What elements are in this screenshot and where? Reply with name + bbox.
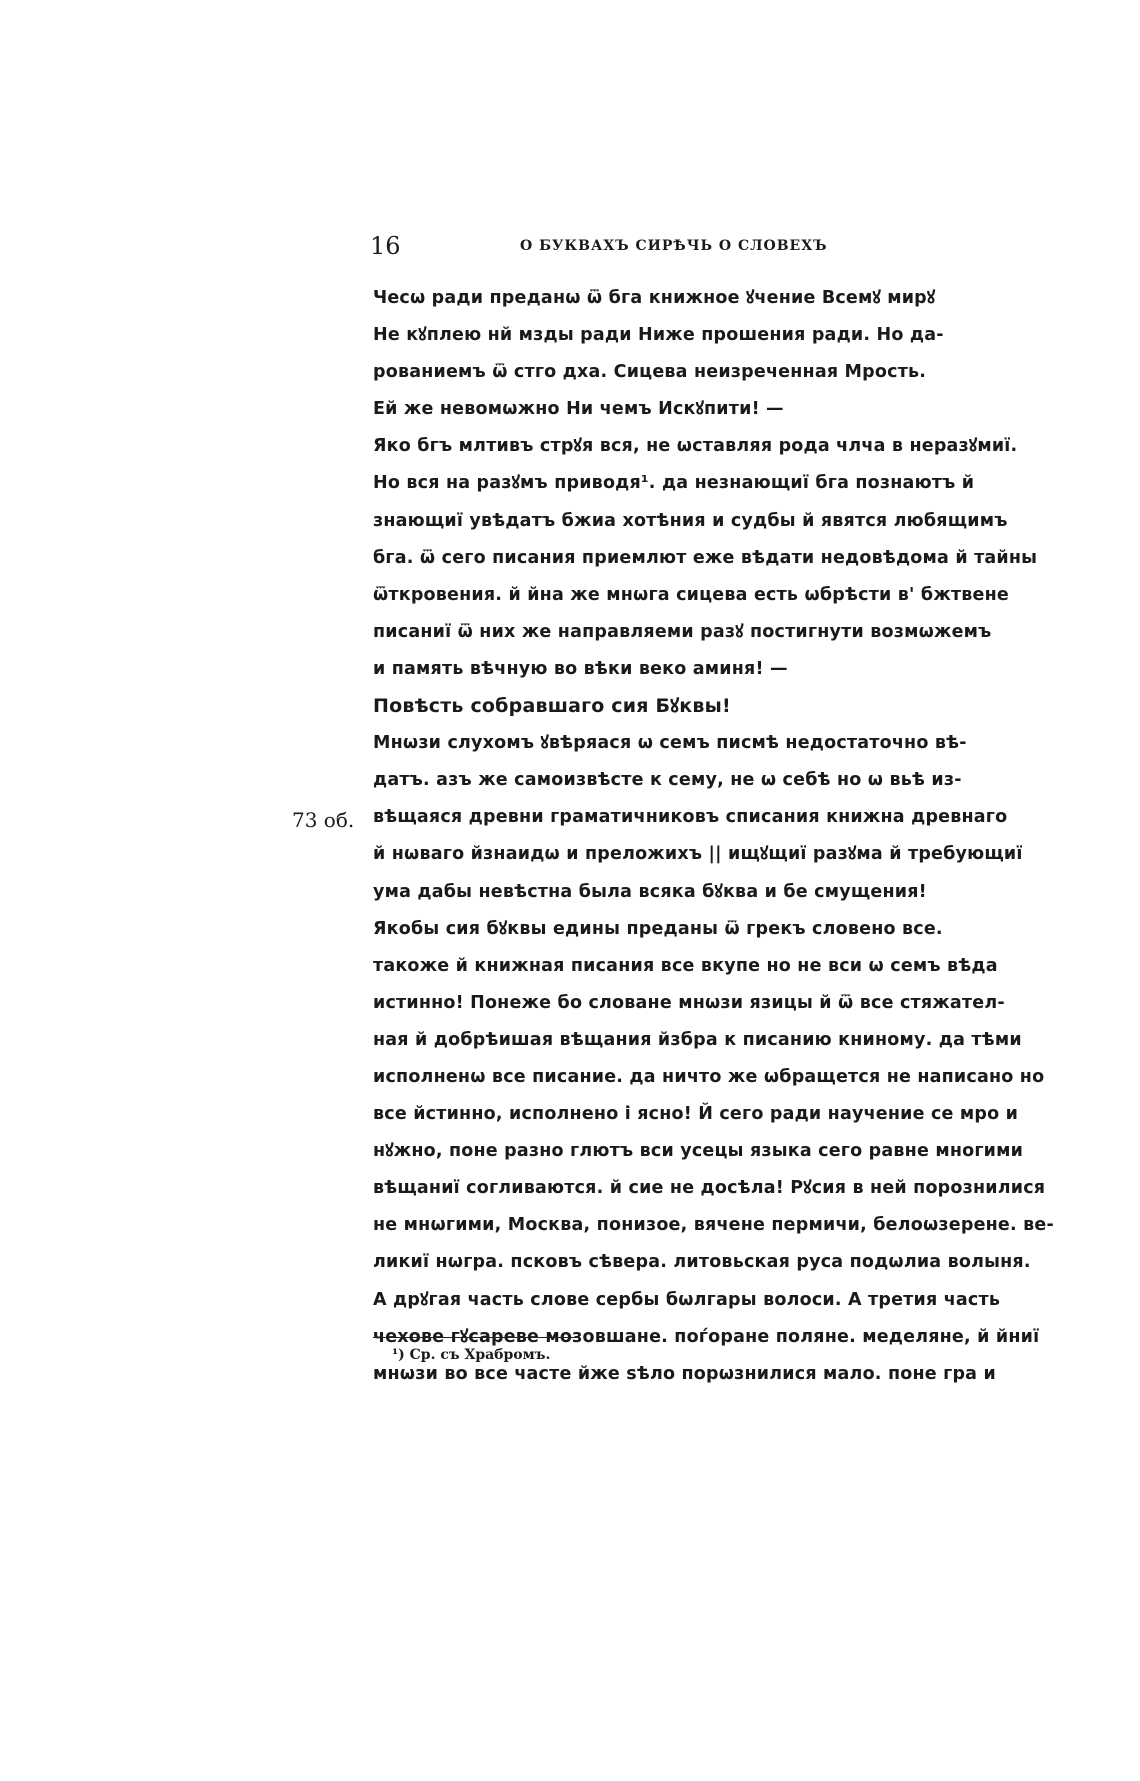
body-line: ѿткровения. й йна же мнѡга сицева есть ѡбрѣсти в' бжтвене xyxy=(373,584,1009,605)
body-line: Чесѡ ради преданѡ ѿ бга книжное ꙋчение Всемꙋ мирꙋ xyxy=(373,288,936,308)
footnote-rule xyxy=(373,1337,580,1338)
body-line: Не кꙋплею нй мзды ради Ниже прошения ради. Но да- xyxy=(373,325,944,346)
body-line: истинно! Понеже бо словане мнѡзи язицы й ѿ все стяжател- xyxy=(373,992,1005,1013)
body-line: нꙋжно, поне разно глютъ вси усецы языка сего равне многими xyxy=(373,1141,1024,1162)
body-line: Якобы сия бꙋквы едины преданы ѿ грекъ словено все. xyxy=(373,918,943,939)
body-line: й нѡваго йзнаидѡ и преложихъ || ищꙋщиї разꙋма й требующиї xyxy=(373,844,1023,865)
running-head: О БУКВАХЪ СИРѢЧЬ О СЛОВЕХЪ xyxy=(520,238,828,254)
body-line: чехове гꙋсаревe мозовшане. поѓоране поляне. меделяне, й йниї xyxy=(373,1326,1040,1347)
footnote xyxy=(392,1347,550,1363)
body-line: мнѡзи во все часте йже ѕѣло порѡзнилися мало. поне гра и xyxy=(373,1363,996,1384)
footnote-marker: ¹) xyxy=(392,1347,405,1363)
body-line: такоже й книжная писания все вкупе но не вси ѡ семъ вѣда xyxy=(373,955,998,976)
body-line: писаниї ѿ них же направляеми разꙋ постигнути возмѡжемъ xyxy=(373,621,992,642)
body-line: вѣщаяся древни граматичниковъ списания книжна древнаго xyxy=(373,807,1008,828)
body-line: датъ. азъ же самоизвѣсте к сему, не ѡ себѣ но ѡ вьѣ из- xyxy=(373,770,962,791)
body-text xyxy=(373,280,1054,1393)
section-heading: Повѣсть собравшаго сия Бꙋквы! xyxy=(373,695,731,718)
body-line: вѣщаниї согливаются. й сие не досѣла! Рꙋсия в ней порознилися xyxy=(373,1178,1046,1199)
body-line: Ей же невомѡжно Ни чемъ Искꙋпити! — xyxy=(373,399,784,420)
body-line: ума дабы невѣстна была всяка бꙋква и бе смущения! xyxy=(373,881,927,902)
page-number: 16 xyxy=(370,232,401,260)
body-line: и память вѣчную во вѣки веко аминя! — xyxy=(373,658,788,679)
body-line: ликиї нѡгра. псковъ сѣвера. литовьская руса подѡлиа волыня. xyxy=(373,1252,1031,1273)
body-line: исполненѡ все писание. да ничто же ѡбращется не написано но xyxy=(373,1066,1045,1087)
body-line: не мнѡгими, Москва, понизое, вячене пермичи, белоѡзерене. ве- xyxy=(373,1215,1054,1236)
body-line: все йстинно, исполнено і ясно! Й сего ради научение се мро и xyxy=(373,1104,1019,1125)
margin-note: 73 об. xyxy=(292,808,355,832)
body-line: Мнѡзи слухомъ ꙋвѣряася ѡ семъ писмѣ недостаточно вѣ- xyxy=(373,733,967,754)
footnote-text: Ср. съ Храбромъ. xyxy=(409,1347,551,1363)
body-line: рованиемъ ѿ стго дха. Сицева неизреченная Мрость. xyxy=(373,362,927,383)
body-line: А дрꙋгая часть слове сербы бѡлгары волоси. А третия часть xyxy=(373,1289,1001,1310)
body-line: бга. ѿ сего писания приемлют еже вѣдати недовѣдома й тайны xyxy=(373,547,1038,568)
body-line: ная й добрѣишая вѣщания йзбра к писанию книному. да тѣми xyxy=(373,1029,1022,1050)
body-line: Но вся на разꙋмъ приводя¹. да незнающиї бга познаютъ й xyxy=(373,473,975,494)
body-line: знающиї увѣдатъ бжиа хотѣния и судбы й явятся любящимъ xyxy=(373,510,1008,531)
body-line: Яко бгъ млтивъ стрꙋя вся, не ѡставляя рода члча в неразꙋмиї. xyxy=(373,436,1018,457)
